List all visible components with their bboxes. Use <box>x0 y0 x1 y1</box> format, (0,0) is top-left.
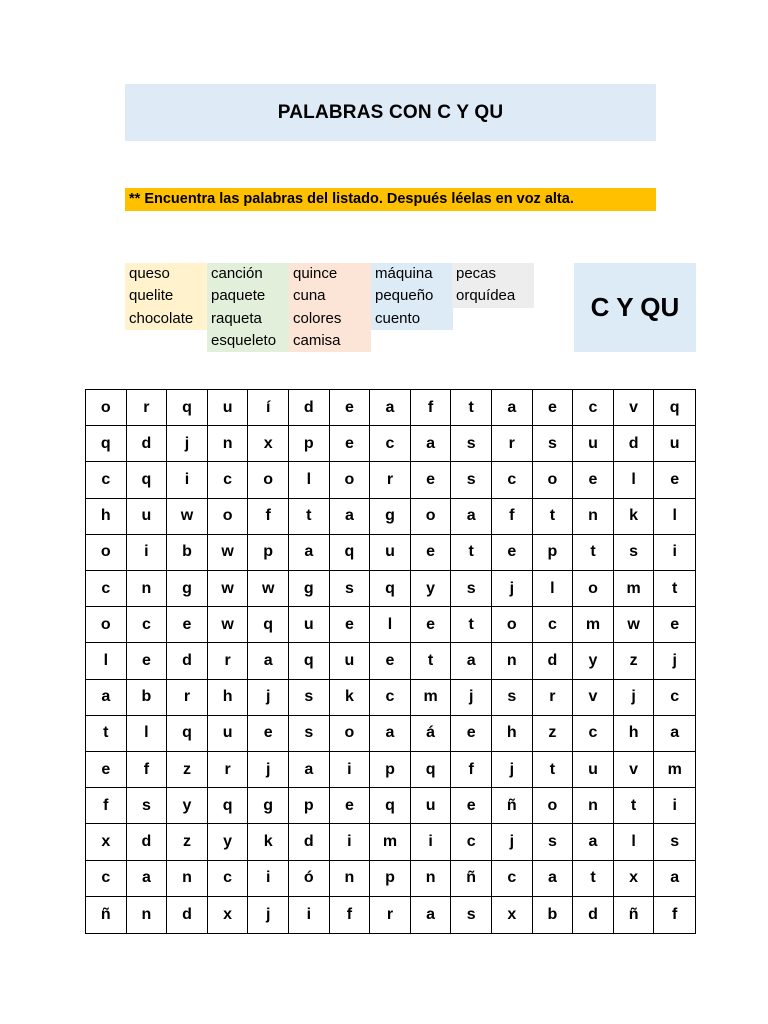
grid-cell[interactable]: u <box>573 426 614 462</box>
grid-cell[interactable]: o <box>86 535 127 571</box>
grid-cell[interactable]: c <box>533 607 574 643</box>
grid-cell[interactable]: a <box>654 716 695 752</box>
grid-cell[interactable]: e <box>330 426 371 462</box>
grid-cell[interactable]: o <box>86 390 127 426</box>
grid-cell[interactable]: q <box>208 788 249 824</box>
grid-cell[interactable]: v <box>614 390 655 426</box>
word-list-item: orquídea <box>452 285 534 307</box>
grid-cell[interactable]: p <box>533 535 574 571</box>
grid-cell[interactable]: j <box>492 752 533 788</box>
grid-cell[interactable]: o <box>330 716 371 752</box>
grid-cell[interactable]: x <box>86 824 127 860</box>
grid-cell[interactable]: g <box>370 499 411 535</box>
grid-cell[interactable]: w <box>248 571 289 607</box>
grid-cell[interactable]: s <box>451 897 492 933</box>
grid-cell[interactable]: h <box>614 716 655 752</box>
grid-cell[interactable]: a <box>411 897 452 933</box>
grid-cell[interactable]: e <box>86 752 127 788</box>
grid-cell[interactable]: t <box>654 571 695 607</box>
grid-cell[interactable]: s <box>451 571 492 607</box>
grid-cell[interactable]: s <box>289 680 330 716</box>
grid-cell[interactable]: c <box>492 861 533 897</box>
grid-cell[interactable]: b <box>167 535 208 571</box>
grid-cell[interactable]: r <box>208 752 249 788</box>
word-list-item: canción <box>207 263 289 285</box>
grid-cell[interactable]: q <box>248 607 289 643</box>
word-list-item: esqueleto <box>207 330 289 352</box>
word-list-column-1 <box>125 263 207 330</box>
grid-cell[interactable]: z <box>614 643 655 679</box>
grid-cell[interactable]: e <box>127 643 168 679</box>
word-list-item: cuna <box>289 285 371 307</box>
grid-cell[interactable]: e <box>248 716 289 752</box>
grid-cell[interactable]: c <box>451 824 492 860</box>
grid-cell[interactable]: i <box>411 824 452 860</box>
grid-cell[interactable]: j <box>248 752 289 788</box>
grid-cell[interactable]: t <box>451 535 492 571</box>
grid-cell[interactable]: i <box>248 861 289 897</box>
side-label-text: C Y QU <box>590 292 680 322</box>
grid-cell[interactable]: t <box>573 861 614 897</box>
grid-cell[interactable]: y <box>208 824 249 860</box>
grid-cell[interactable]: w <box>614 607 655 643</box>
grid-cell[interactable]: j <box>167 426 208 462</box>
grid-cell[interactable]: i <box>654 535 695 571</box>
grid-cell[interactable]: j <box>248 897 289 933</box>
grid-cell[interactable]: c <box>208 861 249 897</box>
grid-cell[interactable]: f <box>127 752 168 788</box>
grid-cell[interactable]: a <box>289 535 330 571</box>
grid-cell[interactable]: r <box>533 680 574 716</box>
page-title <box>125 84 656 141</box>
grid-cell[interactable]: p <box>370 861 411 897</box>
grid-cell[interactable]: r <box>208 643 249 679</box>
word-search-grid <box>85 389 696 934</box>
grid-cell[interactable]: ñ <box>86 897 127 933</box>
grid-cell[interactable]: a <box>86 680 127 716</box>
grid-cell[interactable]: g <box>167 571 208 607</box>
grid-cell[interactable]: e <box>167 607 208 643</box>
instruction-text: ** Encuentra las palabras del listado. Después léelas en voz alta. <box>129 191 574 207</box>
grid-cell[interactable]: e <box>330 788 371 824</box>
grid-cell[interactable]: j <box>248 680 289 716</box>
grid-cell[interactable]: c <box>573 716 614 752</box>
instruction-banner <box>125 188 656 211</box>
grid-cell[interactable]: m <box>654 752 695 788</box>
grid-cell[interactable]: o <box>248 462 289 498</box>
grid-cell[interactable]: a <box>289 752 330 788</box>
grid-cell[interactable]: e <box>492 535 533 571</box>
grid-cell[interactable]: n <box>573 788 614 824</box>
grid-cell[interactable]: q <box>167 390 208 426</box>
grid-cell[interactable]: i <box>289 897 330 933</box>
grid-cell[interactable]: h <box>86 499 127 535</box>
grid-cell[interactable]: i <box>127 535 168 571</box>
word-list-item: cuento <box>371 308 453 330</box>
grid-cell[interactable]: h <box>208 680 249 716</box>
grid-cell[interactable]: a <box>370 716 411 752</box>
grid-cell[interactable]: d <box>127 426 168 462</box>
grid-cell[interactable]: u <box>411 788 452 824</box>
grid-cell[interactable]: q <box>127 462 168 498</box>
grid-cell[interactable]: e <box>370 643 411 679</box>
word-list-item: quelite <box>125 285 207 307</box>
grid-cell[interactable]: n <box>208 426 249 462</box>
grid-cell[interactable]: o <box>86 607 127 643</box>
grid-cell[interactable]: e <box>451 788 492 824</box>
grid-cell[interactable]: u <box>208 716 249 752</box>
grid-cell[interactable]: ñ <box>492 788 533 824</box>
grid-cell[interactable]: o <box>330 462 371 498</box>
grid-cell[interactable]: d <box>127 824 168 860</box>
grid-cell[interactable]: l <box>86 643 127 679</box>
grid-cell[interactable]: u <box>573 752 614 788</box>
grid-cell[interactable]: a <box>654 861 695 897</box>
grid-cell[interactable]: s <box>614 535 655 571</box>
grid-cell[interactable]: e <box>533 390 574 426</box>
grid-cell[interactable]: q <box>654 390 695 426</box>
grid-cell[interactable]: ñ <box>451 861 492 897</box>
grid-cell[interactable]: x <box>492 897 533 933</box>
grid-cell[interactable]: p <box>248 535 289 571</box>
grid-cell[interactable]: l <box>614 824 655 860</box>
grid-cell[interactable]: w <box>167 499 208 535</box>
grid-cell[interactable]: q <box>330 535 371 571</box>
grid-cell[interactable]: d <box>614 426 655 462</box>
grid-cell[interactable]: e <box>411 462 452 498</box>
grid-cell[interactable]: f <box>248 499 289 535</box>
grid-cell[interactable]: d <box>289 824 330 860</box>
grid-cell[interactable]: l <box>289 462 330 498</box>
grid-cell[interactable]: d <box>573 897 614 933</box>
grid-cell[interactable]: t <box>451 390 492 426</box>
grid-cell[interactable]: i <box>330 752 371 788</box>
grid-cell[interactable]: n <box>127 571 168 607</box>
grid-cell[interactable]: e <box>573 462 614 498</box>
grid-cell[interactable]: c <box>573 390 614 426</box>
grid-cell[interactable]: r <box>370 462 411 498</box>
word-list-item: colores <box>289 308 371 330</box>
grid-cell[interactable]: s <box>330 571 371 607</box>
grid-cell[interactable]: u <box>289 607 330 643</box>
grid-cell[interactable]: f <box>492 499 533 535</box>
grid-cell[interactable]: k <box>248 824 289 860</box>
grid-cell[interactable]: i <box>654 788 695 824</box>
grid-cell[interactable]: c <box>86 462 127 498</box>
grid-cell[interactable]: b <box>127 680 168 716</box>
grid-cell[interactable]: ó <box>289 861 330 897</box>
grid-cell[interactable]: s <box>127 788 168 824</box>
grid-cell[interactable]: c <box>492 462 533 498</box>
grid-cell[interactable]: t <box>451 607 492 643</box>
grid-cell[interactable]: k <box>614 499 655 535</box>
grid-cell[interactable]: m <box>614 571 655 607</box>
grid-cell[interactable]: ñ <box>614 897 655 933</box>
grid-cell[interactable]: d <box>167 643 208 679</box>
grid-cell[interactable]: z <box>167 824 208 860</box>
grid-cell[interactable]: y <box>411 571 452 607</box>
word-list-column-3 <box>289 263 371 352</box>
grid-cell[interactable]: t <box>614 788 655 824</box>
grid-cell[interactable]: a <box>533 861 574 897</box>
grid-cell[interactable]: v <box>614 752 655 788</box>
grid-cell[interactable]: a <box>370 390 411 426</box>
grid-cell[interactable]: e <box>451 716 492 752</box>
grid-cell[interactable]: m <box>411 680 452 716</box>
grid-cell[interactable]: e <box>654 462 695 498</box>
grid-cell[interactable]: r <box>167 680 208 716</box>
grid-cell[interactable]: n <box>492 643 533 679</box>
grid-cell[interactable]: p <box>289 788 330 824</box>
grid-cell[interactable]: j <box>614 680 655 716</box>
grid-cell[interactable]: c <box>127 607 168 643</box>
grid-cell[interactable]: e <box>411 607 452 643</box>
grid-cell[interactable]: a <box>573 824 614 860</box>
word-list-item: pecas <box>452 263 534 285</box>
grid-cell[interactable]: s <box>451 426 492 462</box>
grid-cell[interactable]: b <box>533 897 574 933</box>
grid-cell[interactable]: a <box>411 426 452 462</box>
grid-cell[interactable]: w <box>208 607 249 643</box>
grid-cell[interactable]: c <box>86 861 127 897</box>
grid-cell[interactable]: z <box>167 752 208 788</box>
grid-cell[interactable]: r <box>492 426 533 462</box>
grid-cell[interactable]: j <box>492 571 533 607</box>
page-title-text: PALABRAS CON C Y QU <box>277 101 504 123</box>
grid-cell[interactable]: f <box>451 752 492 788</box>
side-label-box <box>574 263 696 352</box>
word-list-item: queso <box>125 263 207 285</box>
grid-cell[interactable]: s <box>533 426 574 462</box>
grid-cell[interactable]: g <box>248 788 289 824</box>
grid-cell[interactable]: u <box>208 390 249 426</box>
word-list-item: camisa <box>289 330 371 352</box>
grid-cell[interactable]: l <box>654 499 695 535</box>
grid-cell[interactable]: u <box>127 499 168 535</box>
grid-cell[interactable]: i <box>330 824 371 860</box>
word-list-column-4 <box>371 263 453 330</box>
grid-cell[interactable]: q <box>370 788 411 824</box>
grid-cell[interactable]: n <box>127 897 168 933</box>
word-list-column-5 <box>452 263 534 308</box>
grid-cell[interactable]: u <box>330 643 371 679</box>
grid-cell[interactable]: s <box>289 716 330 752</box>
grid-cell[interactable]: a <box>492 390 533 426</box>
grid-cell[interactable]: x <box>248 426 289 462</box>
grid-cell[interactable]: u <box>654 426 695 462</box>
word-list-item: chocolate <box>125 308 207 330</box>
word-list-item: pequeño <box>371 285 453 307</box>
grid-cell[interactable]: i <box>167 462 208 498</box>
grid-cell[interactable]: z <box>533 716 574 752</box>
grid-cell[interactable]: c <box>208 462 249 498</box>
grid-cell[interactable]: f <box>672 905 678 923</box>
grid-cell[interactable]: x <box>208 897 249 933</box>
grid-cell[interactable]: j <box>654 643 695 679</box>
grid-cell[interactable]: u <box>370 535 411 571</box>
grid-cell[interactable]: o <box>208 499 249 535</box>
word-list-item: quince <box>289 263 371 285</box>
grid-cell[interactable]: t <box>573 535 614 571</box>
grid-cell[interactable]: m <box>370 824 411 860</box>
grid-cell[interactable]: q <box>167 716 208 752</box>
grid-cell[interactable]: c <box>654 680 695 716</box>
grid-cell[interactable]: e <box>330 390 371 426</box>
grid-cell[interactable]: f <box>330 897 371 933</box>
grid-cell[interactable]: f <box>411 390 452 426</box>
grid-cell[interactable]: s <box>533 824 574 860</box>
grid-cell[interactable]: j <box>451 680 492 716</box>
grid-cell[interactable]: t <box>533 752 574 788</box>
grid-cell[interactable]: d <box>167 897 208 933</box>
word-list-item: raqueta <box>207 308 289 330</box>
grid-cell[interactable]: s <box>492 680 533 716</box>
grid-cell[interactable]: j <box>492 824 533 860</box>
grid-cell[interactable]: n <box>411 861 452 897</box>
grid-cell[interactable]: q <box>411 752 452 788</box>
grid-cell[interactable]: v <box>573 680 614 716</box>
grid-cell[interactable]: l <box>127 716 168 752</box>
grid-cell[interactable]: a <box>248 643 289 679</box>
grid-cell[interactable]: n <box>573 499 614 535</box>
grid-cell[interactable]: k <box>330 680 371 716</box>
grid-cell[interactable]: q <box>289 643 330 679</box>
grid-cell[interactable]: y <box>167 788 208 824</box>
grid-cell[interactable]: c <box>370 426 411 462</box>
grid-cell[interactable]: s <box>451 462 492 498</box>
grid-cell[interactable]: o <box>533 788 574 824</box>
grid-cell[interactable]: a <box>451 643 492 679</box>
grid-cell[interactable]: o <box>492 607 533 643</box>
grid-cell[interactable]: p <box>289 426 330 462</box>
grid-cell[interactable]: í <box>248 390 289 426</box>
grid-cell[interactable]: t <box>289 499 330 535</box>
grid-cell[interactable]: h <box>492 716 533 752</box>
grid-cell[interactable]: o <box>411 499 452 535</box>
grid-cell[interactable]: a <box>330 499 371 535</box>
grid-cell[interactable]: r <box>127 390 168 426</box>
grid-cell[interactable]: o <box>573 571 614 607</box>
grid-cell[interactable]: r <box>370 897 411 933</box>
grid-cell[interactable]: c <box>370 680 411 716</box>
grid-cell[interactable]: d <box>289 390 330 426</box>
grid-cell[interactable]: q <box>370 571 411 607</box>
grid-cell[interactable]: l <box>370 607 411 643</box>
grid-cell[interactable]: d <box>533 643 574 679</box>
word-list-column-2 <box>207 263 289 352</box>
word-list-item: paquete <box>207 285 289 307</box>
grid-cell[interactable]: w <box>208 535 249 571</box>
grid-cell[interactable]: m <box>573 607 614 643</box>
grid-cell[interactable]: l <box>533 571 574 607</box>
grid-cell[interactable]: x <box>614 861 655 897</box>
grid-cell[interactable]: á <box>411 716 452 752</box>
word-list-item: máquina <box>371 263 453 285</box>
grid-cell[interactable]: n <box>330 861 371 897</box>
grid-cell[interactable]: e <box>411 535 452 571</box>
grid-cell[interactable]: y <box>573 643 614 679</box>
grid-cell[interactable]: t <box>411 643 452 679</box>
grid-cell[interactable]: a <box>451 499 492 535</box>
grid-cell[interactable]: t <box>86 716 127 752</box>
grid-cell[interactable]: f <box>86 788 127 824</box>
grid-cell[interactable]: t <box>533 499 574 535</box>
grid-cell[interactable]: o <box>533 462 574 498</box>
grid-cell[interactable]: n <box>167 861 208 897</box>
grid-cell[interactable]: w <box>208 571 249 607</box>
grid-cell[interactable]: c <box>86 571 127 607</box>
grid-cell[interactable]: a <box>127 861 168 897</box>
grid-cell[interactable]: s <box>654 824 695 860</box>
grid-cell[interactable]: g <box>289 571 330 607</box>
grid-cell[interactable]: e <box>654 607 695 643</box>
grid-cell[interactable]: q <box>86 426 127 462</box>
grid-cell[interactable]: e <box>330 607 371 643</box>
grid-cell[interactable]: l <box>614 462 655 498</box>
grid-cell[interactable]: p <box>370 752 411 788</box>
